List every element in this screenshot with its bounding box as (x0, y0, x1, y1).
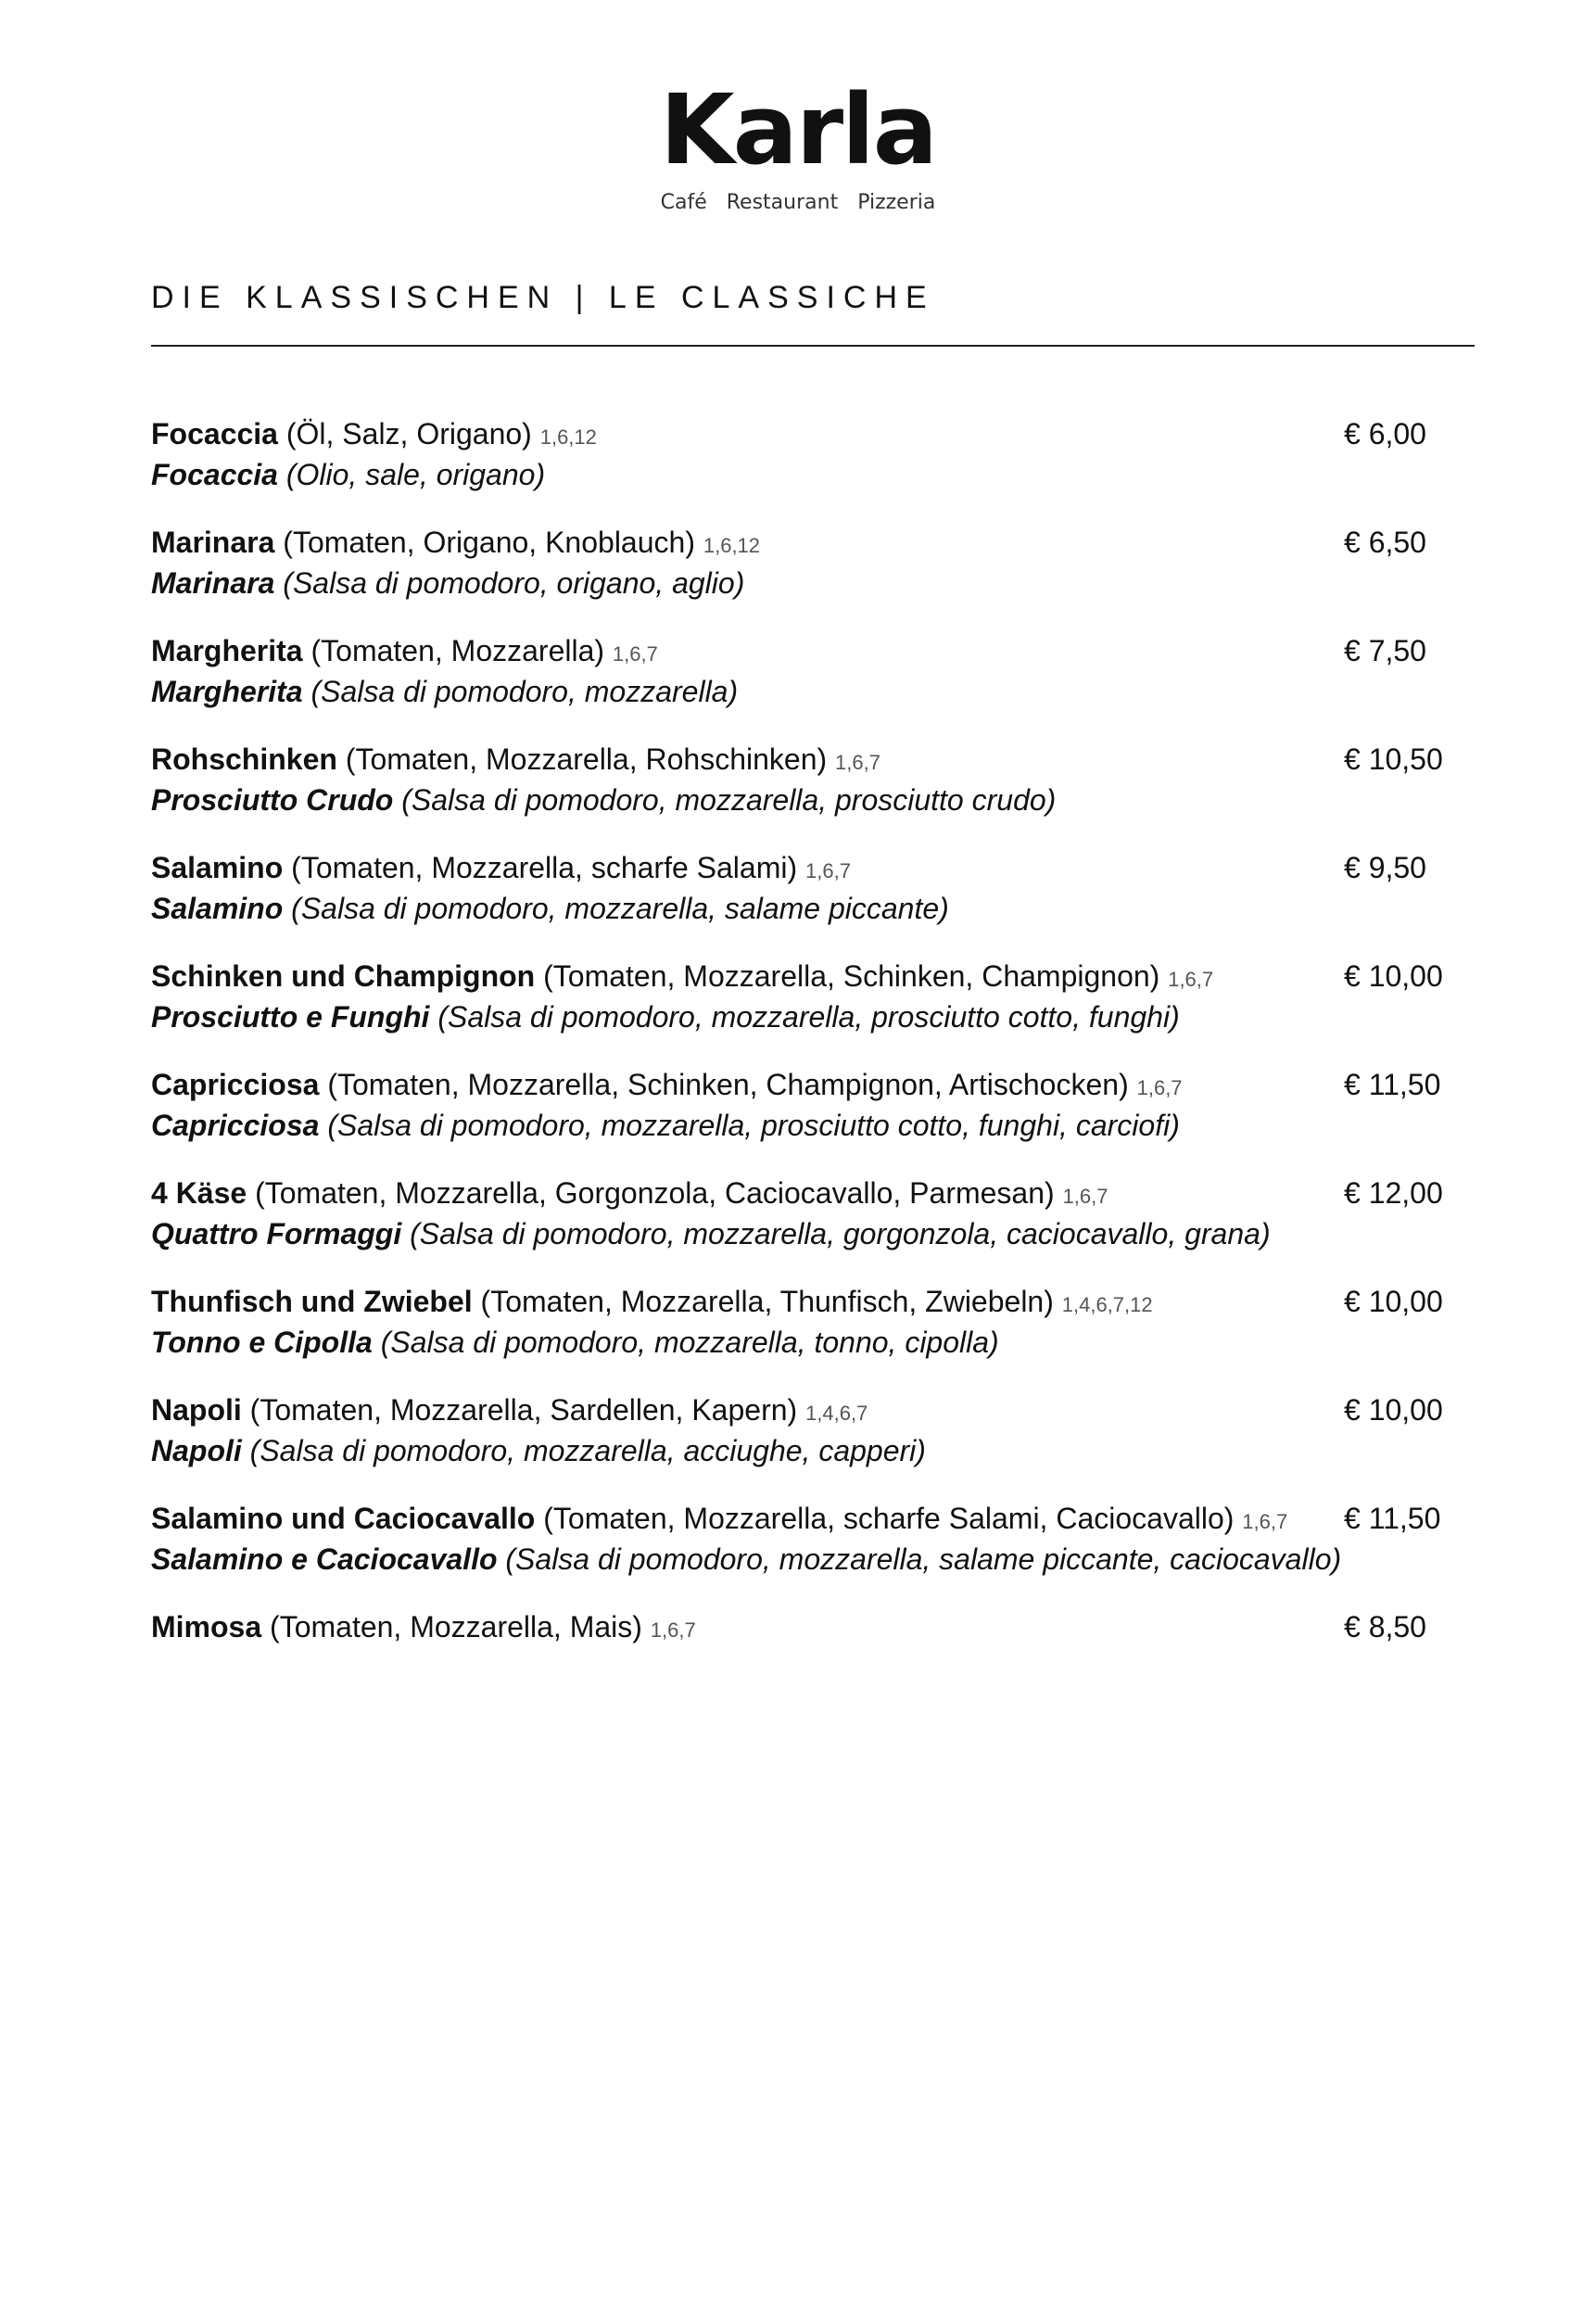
item-german-line (151, 1174, 1328, 1215)
item-desc-de: (Tomaten, Mozzarella, Schinken, Champignon) (535, 959, 1169, 993)
item-name-it: Salamino (151, 892, 284, 925)
item-german-line (151, 1608, 1328, 1649)
item-desc-de: (Tomaten, Mozzarella, Mais) (261, 1610, 651, 1643)
menu-item (151, 415, 1449, 524)
item-name-it: Prosciutto Crudo (151, 783, 394, 817)
item-allergens: 1,6,7 (1168, 968, 1214, 991)
item-desc-it: (Salsa di pomodoro, mozzarella, tonno, cipolla) (372, 1326, 999, 1359)
menu-item (151, 1500, 1449, 1608)
item-desc-de: (Tomaten, Mozzarella, Schinken, Champignon, Artischocken) (319, 1068, 1137, 1101)
menu-item (151, 1283, 1449, 1391)
item-name-it: Tonno e Cipolla (151, 1326, 373, 1359)
item-name-de: 4 Käse (151, 1176, 247, 1210)
item-desc-it: (Salsa di pomodoro, mozzarella, prosciutto cotto, funghi) (429, 1000, 1180, 1034)
item-allergens: 1,6,7 (1136, 1076, 1183, 1099)
item-italian-line (151, 1107, 1449, 1144)
item-german-line (151, 1500, 1328, 1541)
item-german-line (151, 741, 1328, 781)
item-allergens: 1,4,6,7,12 (1061, 1293, 1153, 1316)
item-allergens: 1,6,7 (835, 751, 880, 774)
item-desc-it: (Salsa di pomodoro, mozzarella, salame piccante, caciocavallo) (497, 1542, 1342, 1576)
item-german-line (151, 632, 1328, 673)
item-desc-de: (Tomaten, Mozzarella, scharfe Salami, Caciocavallo) (535, 1502, 1243, 1535)
item-name-de: Margherita (151, 634, 303, 667)
item-desc-de: (Tomaten, Mozzarella, Sardellen, Kapern) (241, 1393, 806, 1427)
item-name-it: Margherita (151, 675, 303, 708)
item-price: € 7,50 (1344, 634, 1426, 667)
item-allergens: 1,6,7 (1062, 1185, 1108, 1208)
item-desc-it: (Salsa di pomodoro, mozzarella, prosciutto cotto, funghi, carciofi) (319, 1109, 1180, 1142)
item-desc-de: (Tomaten, Mozzarella) (302, 634, 613, 667)
item-price: € 6,00 (1344, 417, 1426, 451)
item-price: € 10,00 (1344, 1393, 1443, 1427)
item-allergens: 1,6,12 (539, 425, 597, 449)
logo-name: Karla (660, 73, 936, 186)
item-german-line (151, 1283, 1328, 1324)
item-name-de: Thunfisch und Zwiebel (151, 1285, 473, 1318)
item-italian-line (151, 998, 1449, 1035)
item-allergens: 1,6,7 (805, 859, 851, 882)
item-desc-it: (Salsa di pomodoro, mozzarella, prosciutto crudo) (393, 783, 1057, 817)
section-divider (151, 345, 1475, 347)
item-german-line (151, 849, 1328, 890)
item-desc-it: (Salsa di pomodoro, origano, aglio) (274, 566, 745, 600)
menu-item (151, 958, 1449, 1066)
menu-item (151, 1174, 1449, 1283)
item-allergens: 1,6,7 (612, 642, 658, 666)
item-allergens: 1,6,7 (650, 1618, 696, 1642)
item-allergens: 1,4,6,7 (805, 1402, 868, 1425)
item-italian-line (151, 1432, 1449, 1469)
item-desc-it: (Salsa di pomodoro, mozzarella, acciughe, capperi) (241, 1434, 926, 1467)
item-italian-line (151, 1324, 1449, 1361)
item-name-de: Napoli (151, 1393, 242, 1427)
item-name-it: Focaccia (151, 458, 278, 491)
item-price: € 12,00 (1344, 1176, 1443, 1210)
item-name-it: Salamino e Caciocavallo (151, 1542, 498, 1576)
menu-list (151, 415, 1449, 1717)
item-desc-it: (Olio, sale, origano) (277, 458, 546, 491)
item-desc-de: (Öl, Salz, Origano) (277, 417, 540, 451)
item-italian-line (151, 565, 1449, 602)
item-desc-it: (Salsa di pomodoro, mozzarella, salame piccante) (283, 892, 949, 925)
item-name-it: Napoli (151, 1434, 242, 1467)
item-italian-line (151, 1541, 1449, 1578)
item-name-de: Salamino (151, 851, 284, 884)
item-name-de: Marinara (151, 526, 275, 559)
item-desc-de: (Tomaten, Mozzarella, Thunfisch, Zwiebeln) (472, 1285, 1062, 1318)
logo-tagline: Café Restaurant Pizzeria (660, 191, 936, 214)
menu-item (151, 741, 1449, 849)
item-desc-de: (Tomaten, Mozzarella, Rohschinken) (336, 742, 836, 776)
menu-item (151, 1608, 1449, 1717)
item-italian-line (151, 673, 1449, 710)
item-price: € 10,00 (1344, 1285, 1443, 1318)
item-name-de: Mimosa (151, 1610, 262, 1643)
item-allergens: 1,6,12 (703, 534, 761, 557)
item-name-de: Salamino und Caciocavallo (151, 1502, 536, 1535)
item-german-line (151, 524, 1328, 565)
item-desc-it: (Salsa di pomodoro, mozzarella, gorgonzola, caciocavallo, grana) (401, 1217, 1271, 1250)
item-price: € 8,50 (1344, 1610, 1426, 1643)
item-italian-line (151, 781, 1449, 819)
logo (0, 73, 1596, 214)
item-italian-line (151, 1215, 1449, 1252)
item-price: € 10,00 (1344, 959, 1443, 993)
item-price: € 11,50 (1344, 1502, 1441, 1535)
item-name-it: Marinara (151, 566, 275, 600)
item-price: € 11,50 (1344, 1068, 1441, 1101)
menu-item (151, 632, 1449, 741)
item-german-line (151, 1391, 1328, 1432)
item-german-line (151, 1066, 1328, 1107)
item-name-de: Rohschinken (151, 742, 337, 776)
item-german-line (151, 415, 1328, 456)
item-allergens: 1,6,7 (1242, 1510, 1288, 1533)
item-name-de: Capricciosa (151, 1068, 320, 1101)
item-price: € 6,50 (1344, 526, 1426, 559)
menu-item (151, 849, 1449, 958)
item-desc-de: (Tomaten, Origano, Knoblauch) (274, 526, 703, 559)
item-german-line (151, 958, 1328, 998)
item-desc-de: (Tomaten, Mozzarella, Gorgonzola, Caciocavallo, Parmesan) (247, 1176, 1063, 1210)
item-name-it: Quattro Formaggi (151, 1217, 402, 1250)
section-title: DIE KLASSISCHEN | LE CLASSICHE (151, 280, 935, 315)
item-name-de: Schinken und Champignon (151, 959, 536, 993)
item-name-it: Capricciosa (151, 1109, 320, 1142)
item-name-it: Prosciutto e Funghi (151, 1000, 430, 1034)
item-name-de: Focaccia (151, 417, 278, 451)
item-desc-de: (Tomaten, Mozzarella, scharfe Salami) (283, 851, 806, 884)
menu-item (151, 1391, 1449, 1500)
menu-item (151, 1066, 1449, 1174)
item-price: € 10,50 (1344, 742, 1443, 776)
menu-item (151, 524, 1449, 632)
item-italian-line (151, 890, 1449, 927)
item-price: € 9,50 (1344, 851, 1426, 884)
item-italian-line (151, 456, 1449, 493)
item-desc-it: (Salsa di pomodoro, mozzarella) (302, 675, 739, 708)
